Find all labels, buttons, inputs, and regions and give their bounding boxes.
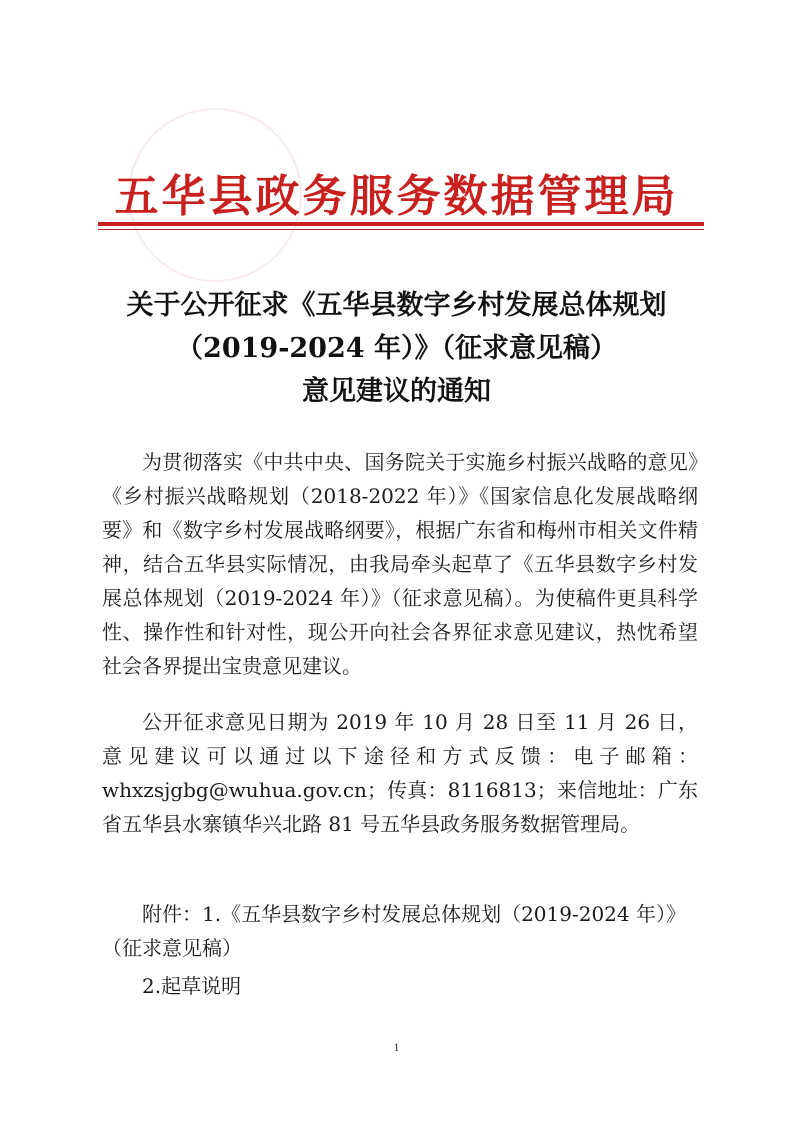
attachment-item-1-cont: （征求意见稿） <box>102 936 242 960</box>
page-number: 1 <box>393 1040 400 1054</box>
doc-title-line-1: 关于公开征求《五华县数字乡村发展总体规划 <box>126 290 667 321</box>
body-paragraph-1: 为贯彻落实《中共中央、国务院关于实施乡村振兴战略的意见》《乡村振兴战略规划（2018-2022 年）》《国家信息化发展战略纲要》和《数字乡村发展战略纲要》，根据广东省和梅州市相关文件精神，结合五华县实际情况，由我局牵头起草了《五华县数字乡村发展总体规划（2019-2024 年）》（征求意见稿）。为使稿件更具科学性、操作性和针对性，现公开向社会各界征求意见建议，热忱希望社会各界提出宝贵意见建议。 <box>102 450 698 678</box>
org-letterhead: 五华县政务服务数据管理局 <box>114 171 679 222</box>
attachment-item-2: 2.起草说明 <box>142 974 242 998</box>
doc-title-line-3: 意见建议的通知 <box>302 376 491 407</box>
letterhead-divider-thin <box>98 229 704 230</box>
attachment-item-1: 附件：1.《五华县数字乡村发展总体规划（2019-2024 年）》 <box>142 902 686 926</box>
doc-title-line-2: （2019-2024 年）》（征求意见稿） <box>176 333 617 364</box>
letterhead-divider-thick <box>98 222 704 226</box>
body-paragraph-2: 公开征求意见日期为 2019 年 10 月 28 日至 11 月 26 日，意见建议可以通过以下途径和方式反馈：电子邮箱：whxzsjgbg@wuhua.gov.cn；传真：8116813；来信地址：广东省五华县水寨镇华兴北路 81 号五华县政务服务数据管理局。 <box>102 710 698 836</box>
